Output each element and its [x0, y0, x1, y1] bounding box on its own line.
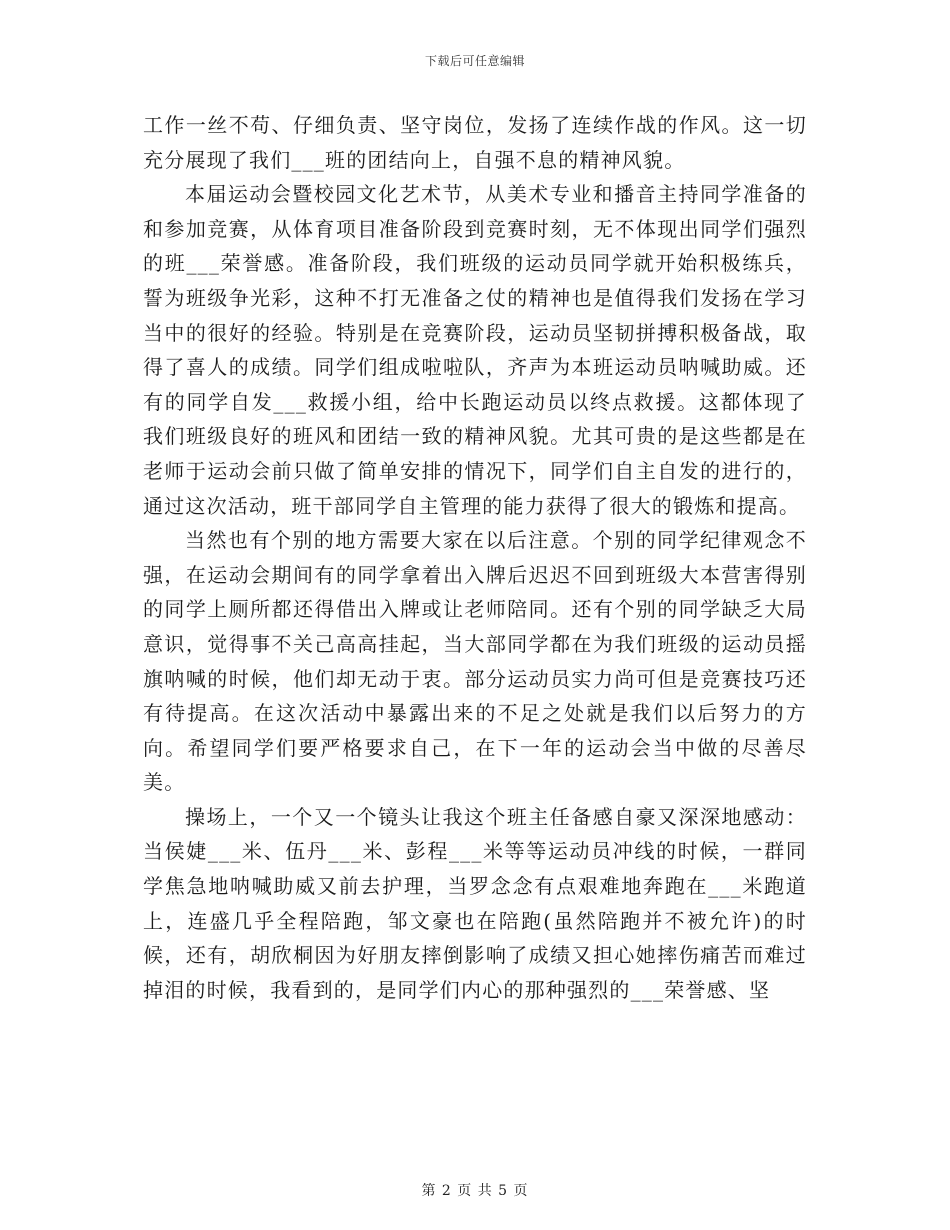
paragraph-1: 工作一丝不苟、仔细负责、坚守岗位，发扬了连续作战的作风。这一切充分展现了我们___班的团结向上，自强不息的精神风貌。 — [143, 113, 807, 172]
document-body — [143, 108, 807, 1007]
paragraph-4: 操场上，一个又一个镜头让我这个班主任备感自豪又深深地感动：当侯婕___米、伍丹___米、彭程___米等等运动员冲线的时候，一群同学焦急地呐喊助威又前去护理，当罗念念有点艰难地奔跑在___米跑道上，连盛几乎全程陪跑，邹文豪也在陪跑(虽然陪跑并不被允许)的时候，还有，胡欣桐因为好朋友摔倒影响了成绩又担心她摔伤痛苦而难过掉泪的时候，我看到的，是同学们内心的那种强烈的___荣誉感、坚 — [143, 804, 807, 1002]
paragraph-3: 当然也有个别的地方需要大家在以后注意。个别的同学纪律观念不强，在运动会期间有的同学拿着出入牌后迟迟不回到班级大本营害得别的同学上厕所都还得借出入牌或让老师陪同。还有个别的同学缺乏大局意识，觉得事不关己高高挂起，当大部同学都在为我们班级的运动员摇旗呐喊的时候，他们却无动于衷。部分运动员实力尚可但是竞赛技巧还有待提高。在这次活动中暴露出来的不足之处就是我们以后努力的方向。希望同学们要严格要求自己，在下一年的运动会当中做的尽善尽美。 — [143, 528, 807, 795]
page-footer: 第 2 页 共 5 页 — [421, 1183, 529, 1199]
page-header: 下载后可任意编辑 — [424, 54, 525, 68]
paragraph-2: 本届运动会暨校园文化艺术节，从美术专业和播音主持同学准备的和参加竞赛，从体育项目准备阶段到竞赛时刻，无不体现出同学们强烈的班___荣誉感。准备阶段，我们班级的运动员同学就开始积极练兵，誓为班级争光彩，这种不打无准备之仗的精神也是值得我们发扬在学习当中的很好的经验。特别是在竞赛阶段，运动员坚韧拼搏积极备战，取得了喜人的成绩。同学们组成啦啦队，齐声为本班运动员呐喊助威。还有的同学自发___救援小组，给中长跑运动员以终点救援。这都体现了我们班级良好的班风和团结一致的精神风貌。尤其可贵的是这些都是在老师于运动会前只做了简单安排的情况下，同学们自主自发的进行的，通过这次活动，班干部同学自主管理的能力获得了很大的锻炼和提高。 — [143, 182, 807, 518]
